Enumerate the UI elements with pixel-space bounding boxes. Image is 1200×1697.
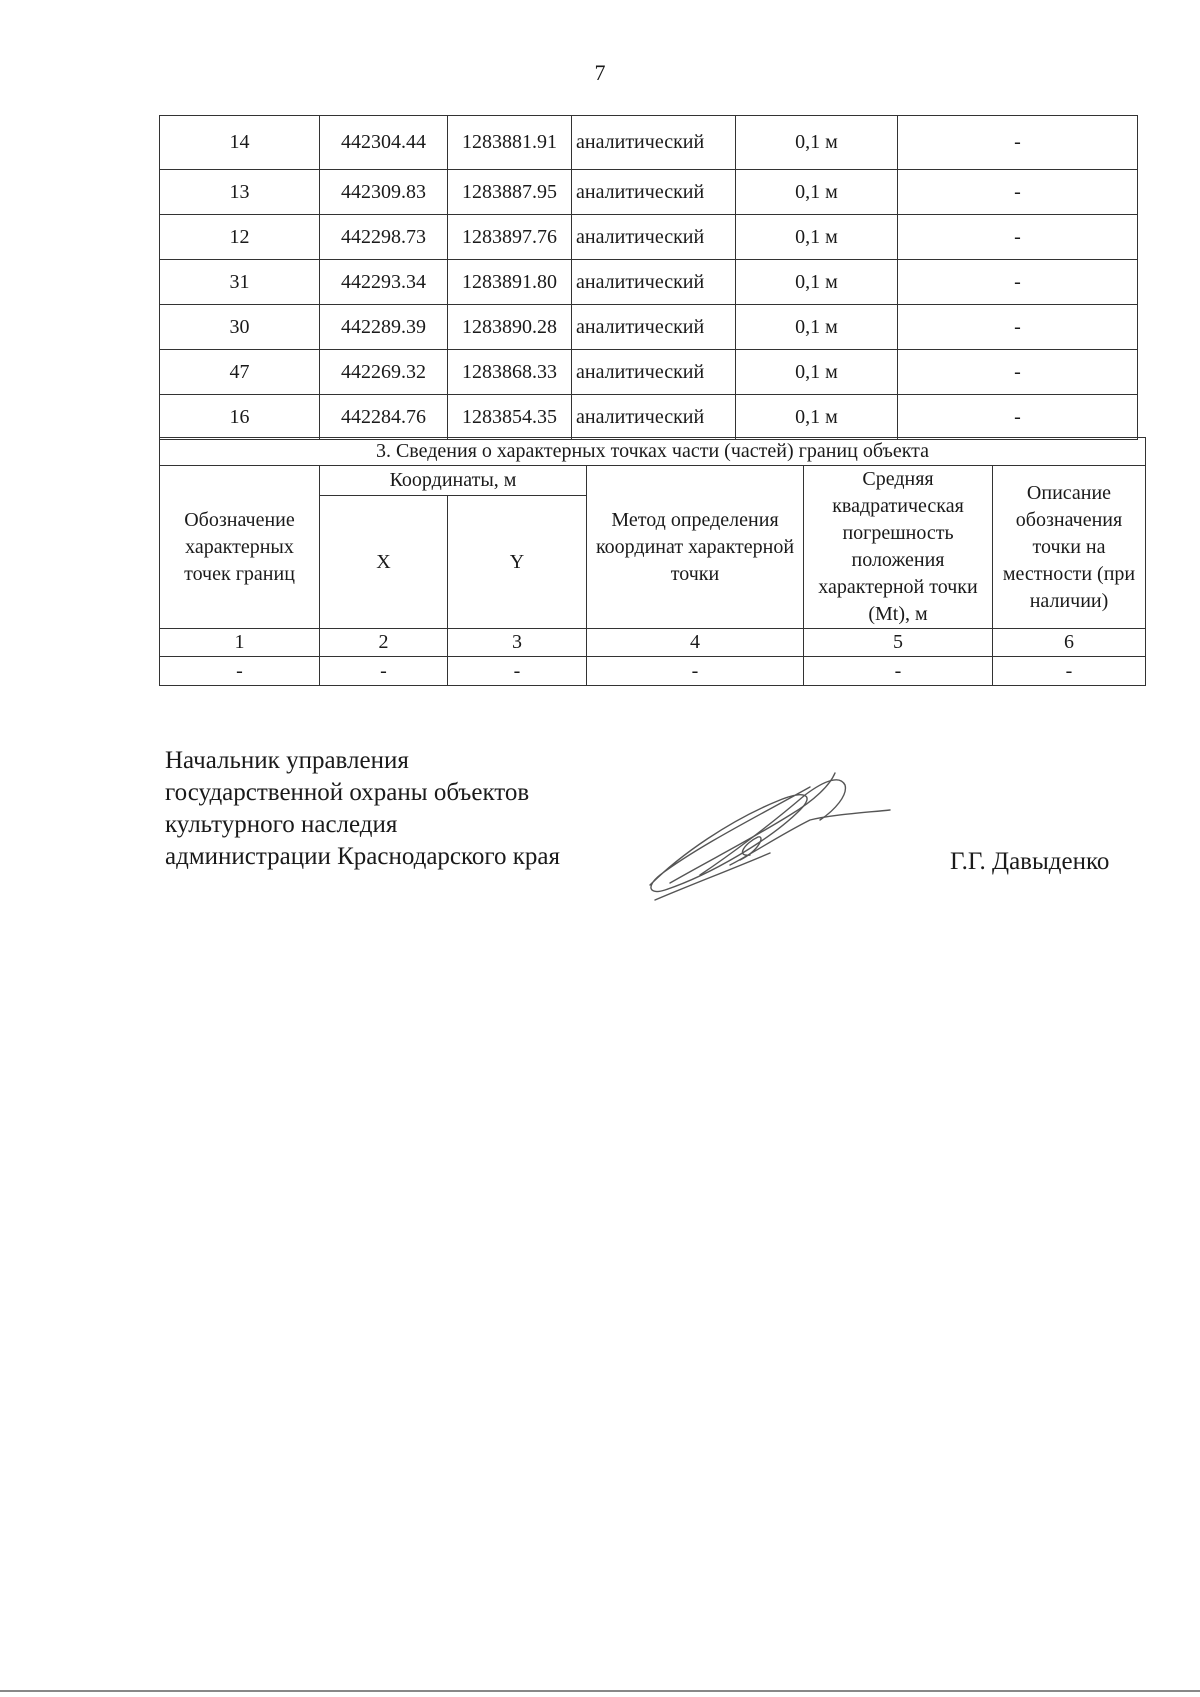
column-number: 5	[804, 629, 993, 657]
handwritten-signature	[640, 765, 900, 905]
y-cell: 1283891.80	[448, 260, 572, 305]
error-header: Средняя квадратическая погрешность положения характерной точки (Mt), м	[804, 466, 993, 629]
x-cell: 442284.76	[320, 395, 448, 440]
description-cell: -	[898, 260, 1138, 305]
description-cell: -	[898, 215, 1138, 260]
table-row	[160, 305, 1138, 350]
error-cell: 0,1 м	[736, 260, 898, 305]
table-cell: -	[448, 657, 587, 686]
coordinates-table	[159, 115, 1138, 440]
point-cell: 16	[160, 395, 320, 440]
point-cell: 13	[160, 170, 320, 215]
object-parts-table	[159, 437, 1146, 686]
section-title: 3. Сведения о характерных точках части (частей) границ объекта	[160, 438, 1146, 466]
x-cell: 442289.39	[320, 305, 448, 350]
y-cell: 1283868.33	[448, 350, 572, 395]
y-cell: 1283897.76	[448, 215, 572, 260]
error-cell: 0,1 м	[736, 116, 898, 170]
y-cell: 1283854.35	[448, 395, 572, 440]
method-cell: аналитический	[572, 395, 736, 440]
point-cell: 30	[160, 305, 320, 350]
error-cell: 0,1 м	[736, 215, 898, 260]
coordinates-header: Координаты, м	[320, 466, 587, 496]
designation-header: Обозначение характерных точек границ	[160, 466, 320, 629]
y-cell: 1283881.91	[448, 116, 572, 170]
method-header: Метод определения координат характерной точки	[587, 466, 804, 629]
table-cell: -	[160, 657, 320, 686]
description-cell: -	[898, 305, 1138, 350]
table-row	[160, 395, 1138, 440]
method-cell: аналитический	[572, 170, 736, 215]
point-cell: 12	[160, 215, 320, 260]
point-cell: 47	[160, 350, 320, 395]
column-number: 4	[587, 629, 804, 657]
position-line: администрации Краснодарского края	[165, 843, 561, 870]
page-bottom-rule	[0, 1690, 1200, 1692]
table-cell: -	[587, 657, 804, 686]
signer-name: Г.Г. Давыденко	[950, 848, 1110, 875]
method-cell: аналитический	[572, 116, 736, 170]
column-number: 1	[160, 629, 320, 657]
position-line: культурного наследия	[165, 811, 398, 838]
description-cell: -	[898, 350, 1138, 395]
table-row	[160, 116, 1138, 170]
table-row	[160, 260, 1138, 305]
column-number: 3	[448, 629, 587, 657]
table-row	[160, 350, 1138, 395]
x-cell: 442309.83	[320, 170, 448, 215]
y-cell: 1283890.28	[448, 305, 572, 350]
error-cell: 0,1 м	[736, 395, 898, 440]
error-cell: 0,1 м	[736, 350, 898, 395]
table-row	[160, 170, 1138, 215]
y-cell: 1283887.95	[448, 170, 572, 215]
table-cell: -	[993, 657, 1146, 686]
page-number: 7	[594, 60, 606, 85]
column-number: 6	[993, 629, 1146, 657]
table-row	[160, 215, 1138, 260]
x-cell: 442293.34	[320, 260, 448, 305]
method-cell: аналитический	[572, 260, 736, 305]
position-line: государственной охраны объектов	[165, 779, 530, 806]
description-cell: -	[898, 116, 1138, 170]
table-cell: -	[320, 657, 448, 686]
column-number: 2	[320, 629, 448, 657]
method-cell: аналитический	[572, 350, 736, 395]
description-cell: -	[898, 395, 1138, 440]
x-header: X	[320, 496, 448, 629]
y-header: Y	[448, 496, 587, 629]
table-cell: -	[804, 657, 993, 686]
method-cell: аналитический	[572, 215, 736, 260]
description-cell: -	[898, 170, 1138, 215]
x-cell: 442304.44	[320, 116, 448, 170]
position-line: Начальник управления	[165, 747, 409, 774]
method-cell: аналитический	[572, 305, 736, 350]
signatory-position	[165, 745, 560, 873]
table-row	[160, 657, 1146, 686]
error-cell: 0,1 м	[736, 305, 898, 350]
error-cell: 0,1 м	[736, 170, 898, 215]
point-cell: 31	[160, 260, 320, 305]
column-numbers-row	[160, 629, 1146, 657]
x-cell: 442269.32	[320, 350, 448, 395]
x-cell: 442298.73	[320, 215, 448, 260]
description-header: Описание обозначения точки на местности (при наличии)	[993, 466, 1146, 629]
point-cell: 14	[160, 116, 320, 170]
